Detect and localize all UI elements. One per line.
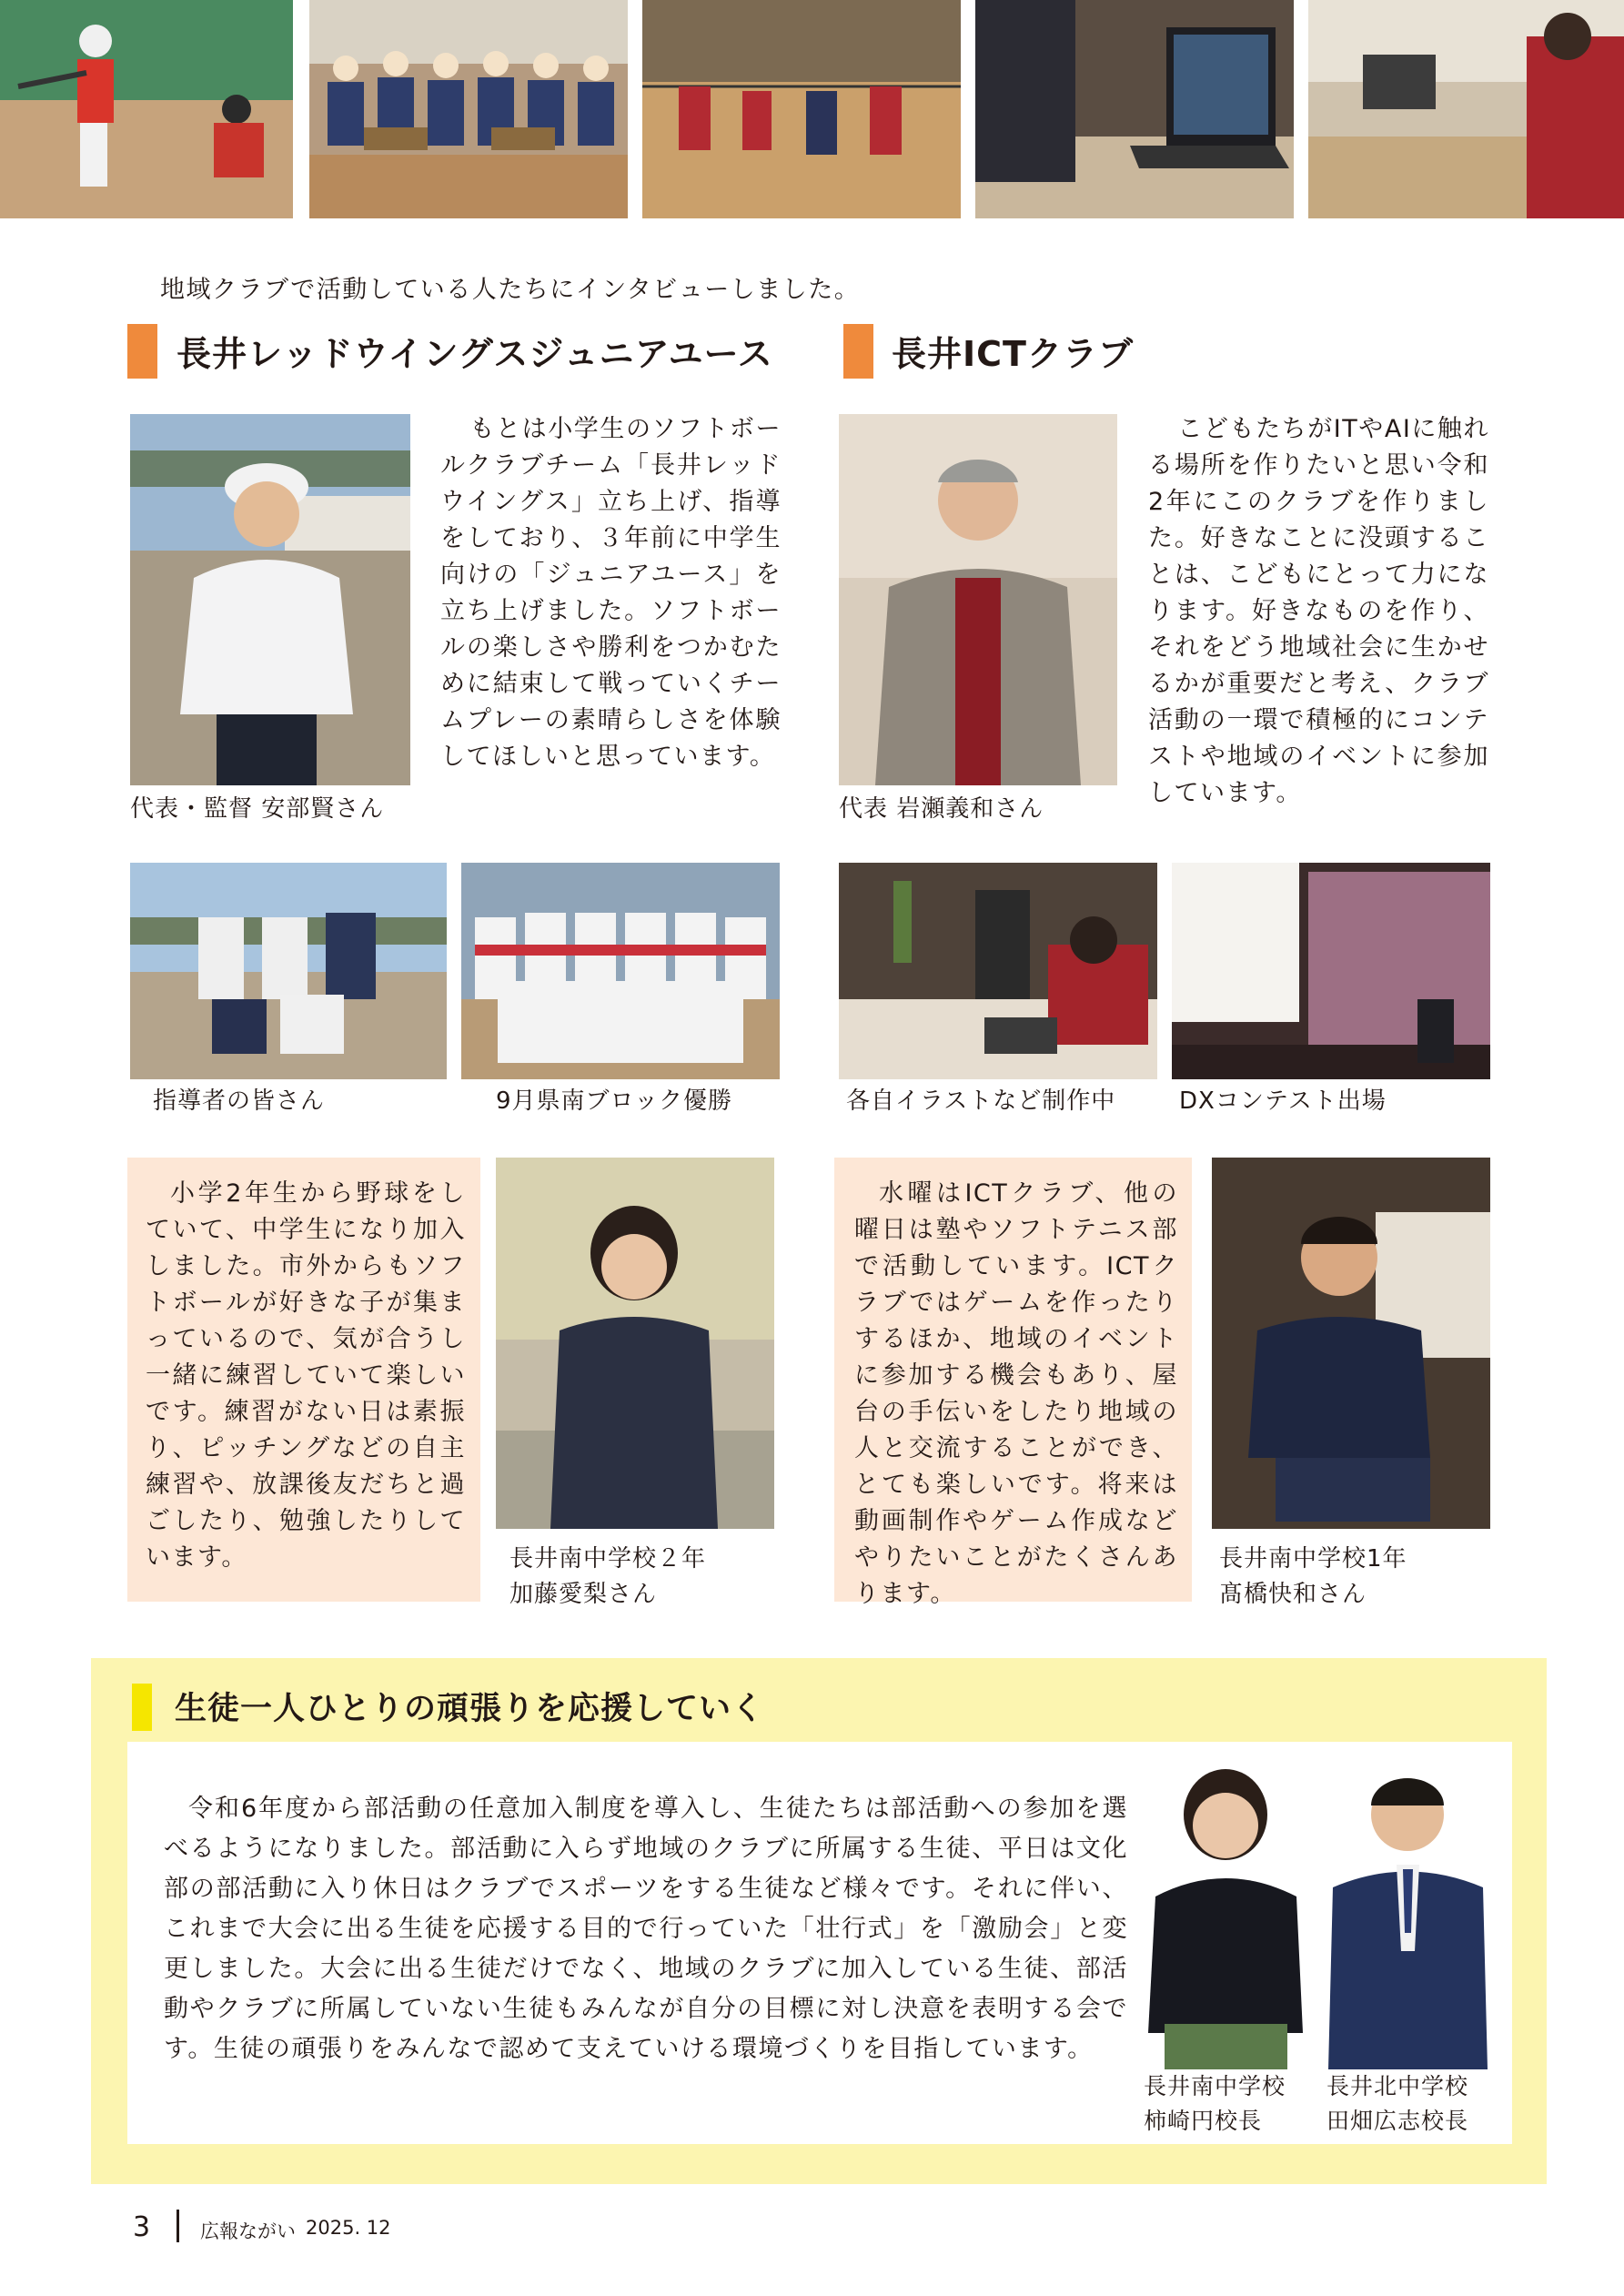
right-section-title: 長井ICTクラブ xyxy=(892,334,1134,374)
principal2-name: 田畑広志校長 xyxy=(1326,2108,1469,2134)
right-rep-text: こどもたちがITやAIに触れる場所を作りたいと思い令和2年にこのクラブを作りました。好きなことに没頭することは、こどもにとって力になります。好きなものを作り、それをどう地域社会に生かせるかが重要だと考え、クラブ活動の一環で積極的にコンテストや地域のイベントに参加しています。 xyxy=(1148,415,1489,807)
left-team-caption: 9月県南ブロック優勝 xyxy=(496,1087,733,1115)
left-rep-photo xyxy=(130,414,410,785)
right-student-box xyxy=(834,1158,1192,1608)
right-contest-caption: DXコンテスト出場 xyxy=(1179,1087,1387,1115)
footer-divider xyxy=(177,2210,179,2242)
right-student-text: 水曜はICTクラブ、他の曜日は塾やソフトテニス部で活動しています。ICTクラブではゲームを作ったりするほか、地域のイベントに参加する機会もあり、屋台の手伝いをしたり地域の人と交流することができ、とても楽しいです。将来は動画制作やゲーム作成などやりたいことがたくさんあります。 xyxy=(854,1179,1178,1608)
principal2-photo xyxy=(1319,1760,1497,2069)
right-student-caption-school: 長井南中学校1年 xyxy=(1219,1545,1407,1573)
right-title-bar xyxy=(843,324,873,379)
bottom-text: 令和6年度から部活動の任意加入制度を導入し、生徒たちは部活動への参加を選べるようになりました。部活動に入らず地域のクラブに所属する生徒、平日は文化部の部活動に入り休日はクラブでスポーツをする生徒など様々です。それに伴い、これまで大会に出る生徒を応援する目的で行っていた「壮行式」を「激励会」と変更しました。大会に出る生徒だけでなく、地域のクラブに加入している生徒、部活動やクラブに所属していない生徒もみんなが自分の目標に対し決意を表明する会です。生徒の頑張りをみんなで認めて支えていける環境づくりを目指しています。 xyxy=(164,1795,1128,2063)
left-student-text: 小学2年生から野球をしていて、中学生になり加入しました。市外からもソフトボールが好きな子が集まっているので、気が合うし一緒に練習していて楽しいです。練習がない日は素振り、ピッチングなどの自主練習や、放課後友だちと過ごしたり、勉強したりしています。 xyxy=(146,1179,466,1572)
principal1-school: 長井南中学校 xyxy=(1144,2073,1286,2099)
left-student-caption-name: 加藤愛梨さん xyxy=(509,1581,658,1608)
bottom-title-bar xyxy=(132,1684,152,1731)
right-rep-caption: 代表 岩瀬義和さん xyxy=(839,795,1044,823)
left-section-title: 長井レッドウイングスジュニアユース xyxy=(177,334,773,374)
principal1-photo xyxy=(1137,1760,1315,2069)
left-rep-caption: 代表・監督 安部賢さん xyxy=(130,795,385,823)
left-student-caption-school: 長井南中学校２年 xyxy=(509,1545,707,1573)
principal1-name: 柿崎円校長 xyxy=(1144,2108,1263,2134)
right-rep-photo xyxy=(839,414,1117,785)
top-photo-gym xyxy=(642,0,961,218)
left-coaches-photo xyxy=(130,863,447,1079)
top-photo-computers xyxy=(1308,0,1624,218)
footer-date: 2025. 12 xyxy=(306,2217,391,2239)
right-student-caption-name: 髙橋快和さん xyxy=(1219,1581,1367,1608)
left-coaches-caption: 指導者の皆さん xyxy=(153,1087,326,1115)
page-number: 3 xyxy=(133,2211,151,2243)
top-photo-award-group xyxy=(309,0,628,218)
right-working-photo xyxy=(839,863,1157,1079)
right-contest-photo xyxy=(1172,863,1490,1079)
intro-text: 地域クラブで活動している人たちにインタビューしました。 xyxy=(160,276,861,304)
right-student-photo xyxy=(1212,1158,1490,1529)
left-title-bar xyxy=(127,324,157,379)
top-photo-softball xyxy=(0,0,293,218)
bottom-section-title: 生徒一人ひとりの頑張りを応援していく xyxy=(175,1691,765,1727)
bottom-content-panel xyxy=(127,1742,1512,2144)
left-student-box xyxy=(127,1158,480,1602)
left-team-photo xyxy=(461,863,780,1079)
right-working-caption: 各自イラストなど制作中 xyxy=(846,1087,1116,1115)
left-rep-text: もとは小学生のソフトボールクラブチーム「長井レッドウイングス」立ち上げ、指導をしており、３年前に中学生向けの「ジュニアユース」を立ち上げました。ソフトボールの楽しさや勝利をつかむために結束して戦っていくチームプレーの素晴らしさを体験してほしいと思っています。 xyxy=(440,415,782,771)
footer-publication: 広報ながい xyxy=(200,2220,296,2242)
left-student-photo xyxy=(496,1158,774,1529)
principal2-school: 長井北中学校 xyxy=(1326,2073,1469,2099)
bottom-section xyxy=(91,1658,1547,2184)
top-photo-laptop xyxy=(975,0,1294,218)
